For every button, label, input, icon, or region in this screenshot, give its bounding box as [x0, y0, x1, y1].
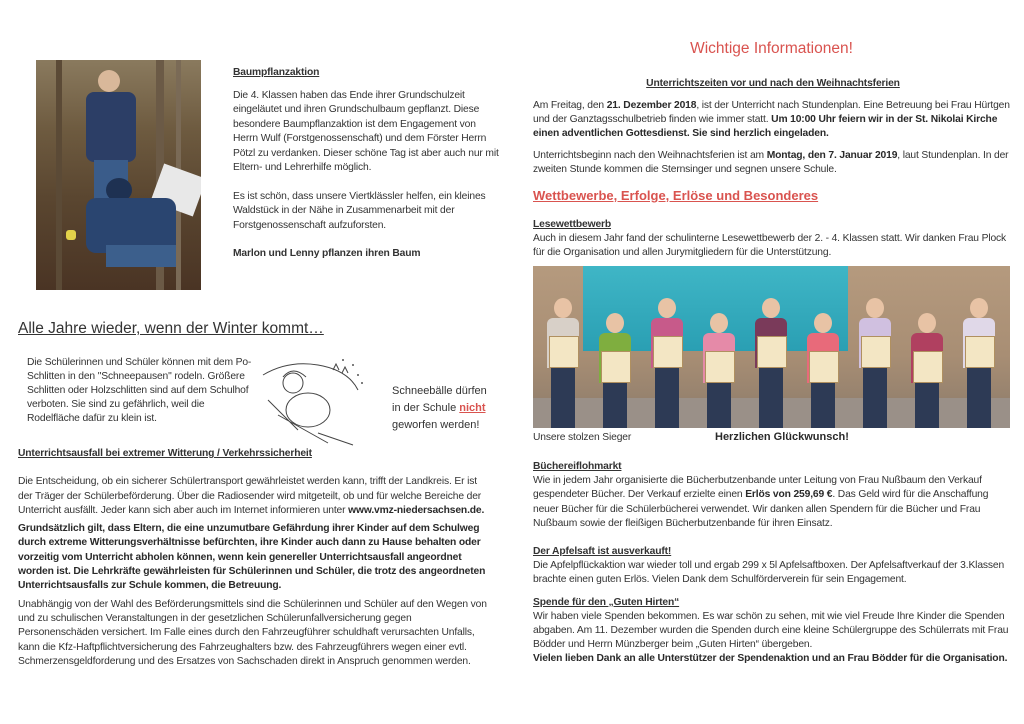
child-figure — [647, 298, 687, 428]
apple-juice-text: Die Apfelpflückaktion war wieder toll und ergab 299 x 5l Apfelsaftboxen. Der Apfelsaftverkauf der 3.Klassen brachte einen guten Erlös. Vielen Dank dem Schulförderverein für sein Engagement. — [533, 560, 1005, 586]
snowball-notice-nicht: nicht — [459, 402, 486, 414]
winter-title: Alle Jahre wieder, wenn der Winter kommt… — [18, 320, 324, 337]
donation-text: Wir haben viele Spenden bekommen. Es war schön zu sehen, mit wie viel Freude Ihre Kinder die Spenden abgaben. Am 11. Dezember wurden die Spenden durch eine kleine Schülergruppe des Schülerrats mit Frau Bödder und Herrn Münzberger beim „Guten Hirten“ übergeben. — [533, 610, 1009, 651]
important-info-title: Wichtige Informationen! — [690, 40, 853, 57]
winter-text: Die Schülerinnen und Schüler können mit dem Po-Schlitten in den "Schneepausen" rodeln. Größere Schlitten oder Holzschlitten sind auf dem Schulhof verboten. Sie sind zu gefährlich, weil die Rodelfläche dafür zu klein ist. — [27, 357, 252, 424]
child-figure — [855, 298, 895, 428]
child-figure — [907, 313, 947, 428]
donation-title: Spende für den „Guten Hirten“ — [533, 596, 680, 608]
reading-contest-text: Auch in diesem Jahr fand der schulinterne Lesewettbewerb der 2. - 4. Klassen statt. Wir danken Frau Plock für die Organisation und allen Jurymitgliedern für die Unterstützung. — [533, 233, 1007, 258]
snowball-notice — [392, 383, 492, 434]
school-times-text-2: Unterrichtsbeginn nach den Weihnachtsferien ist am Montag, den 7. Januar 2019, laut Stundenplan. In der zweiten Stunde kommen die Sternsinger und segnen unsere Schule. — [533, 150, 1009, 175]
tree-planting-text: Die 4. Klassen haben das Ende ihrer Grundschulzeit eingeläutet und ihren Grundschulbaum gepflanzt. Diese besondere Baumpflanzaktion ist dem Engagement von Herrn Wulf (Forstgenossenschaft) und dem Förster Herrn Pötzl zu verdanken. Dieser schöne Tag ist aber auch nur mit Eltern- und Lehrerhilfe möglich. — [233, 89, 499, 173]
reading-contest-article — [533, 218, 1008, 260]
donation-thanks: Vielen lieben Dank an alle Unterstützer der Spendenaktion und an Frau Bödder für die Organisation. — [533, 653, 1008, 665]
vmz-link[interactable]: www.vmz-niedersachsen.de. — [348, 504, 485, 516]
school-times-article — [533, 77, 1013, 177]
competitions-title: Wettbewerbe, Erfolge, Erlöse und Besonderes — [533, 188, 819, 203]
child-figure — [699, 313, 739, 428]
weather-article — [18, 447, 492, 669]
school-times-text-1: Am Freitag, den 21. Dezember 2018, ist der Unterricht nach Stundenplan. Eine Betreuung bei Frau Hürtgen und der Ganztagsschulbetrieb finden wie immer statt. Um 10:00 Uhr feiern wir in der St. Nikolai Kirche einen adventlichen Gottesdienst. Sie sind herzlich eingeladen. — [533, 100, 1010, 139]
snowball-notice-text-end: geworfen werden! — [392, 419, 480, 431]
snowball-notice-text: Schneebälle dürfen in der Schule — [392, 385, 487, 414]
book-flea-text: Wie in jedem Jahr organisierte die Bücherbutzenbande unter Leitung von Frau Nußbaum den Verkauf gespendeter Bücher. Der Verkauf erzielte einen Erlös von 259,69 €. Das Geld wird für die Anschaffung neuer Bücher für die Schülerbücherei verwendet. Wir danken allen Spendern für die Bücher und Frau Nußbaum sowie der fleißigen Bücherbutzenbande für ihren Einsatz. — [533, 475, 989, 529]
reading-caption: Unsere stolzen Sieger — [533, 432, 632, 443]
weather-text-3: Unabhängig von der Wahl des Beförderungsmittels sind die Schülerinnen und Schüler auf den Wegen von und zu schulischen Veranstaltungen in der gesetzlichen Schülerunfallversicherung gegen Personenschäden versichert. Im Falle eines durch den Fahrzeugführer schuldhaft verursachten Unfalls, kann die Kfz-Haftpflichtversicherung des Fahrzeughalters bzw. des Fahrzeugführers wegen einer evtl. Schmerzensgeldforderung und des Ersatzes von Sachschaden direkt in Anspruch genommen werden. — [18, 598, 487, 667]
weather-title: Unterrichtsausfall bei extremer Witterung / Verkehrssicherheit — [18, 448, 312, 459]
book-flea-title: Büchereiflohmarkt — [533, 461, 622, 472]
reading-contest-title: Lesewettbewerb — [533, 219, 612, 230]
tree-planting-article — [233, 66, 503, 262]
child-figure — [543, 298, 583, 428]
apple-juice-title: Der Apfelsaft ist ausverkauft! — [533, 546, 672, 558]
child-figure — [959, 298, 999, 428]
child-figure — [595, 313, 635, 428]
school-times-title: Unterrichtszeiten vor und nach den Weihnachtsferien — [646, 78, 900, 89]
weather-text-1: Die Entscheidung, ob ein sicherer Schülertransport gewährleistet werden kann, trifft der Landkreis. Er ist der Träger der Schülerbeförderung. Über die Radiosender wird mitgeteilt, ob und für welche Bereiche der Unterricht ausfällt. Jeder kann sich aber auch im Internet informieren unter www.vmz-niedersachsen.de. — [18, 476, 485, 516]
child-figure — [751, 298, 791, 428]
reading-winners-photo — [533, 266, 1010, 428]
tree-planting-photo — [36, 60, 201, 290]
congratulations: Herzlichen Glückwunsch! — [715, 431, 849, 443]
sledding-snowman-illustration — [258, 355, 366, 447]
tree-planting-title: Baumpflanzaktion — [233, 67, 320, 78]
tree-planting-caption: Marlon und Lenny pflanzen ihren Baum — [233, 248, 421, 259]
weather-text-2: Grundsätzlich gilt, dass Eltern, die eine unzumutbare Gefährdung ihrer Kinder auf dem Schulweg durch extreme Witterungsverhältnisse befürchten, ihre Kinder auch dann zu Hause behalten oder vorzeitig vom Unterricht abholen können, wenn kein genereller Unterrichtsausfall angeordnet worden ist. Die Lehrkräfte gewährleisten für Schülerinnen und Schüler, die trotz des angeordneten Unterrichtsausfalls zur Schule kommen, die Betreuung. — [18, 523, 486, 592]
child-figure — [803, 313, 843, 428]
right-articles — [533, 460, 1013, 667]
tree-planting-text-2: Es ist schön, dass unsere Viertklässler helfen, ein kleines Waldstück in der Nähe in Zusammenarbeit mit der Forstgenossenschaft aufzuforsten. — [233, 190, 486, 231]
